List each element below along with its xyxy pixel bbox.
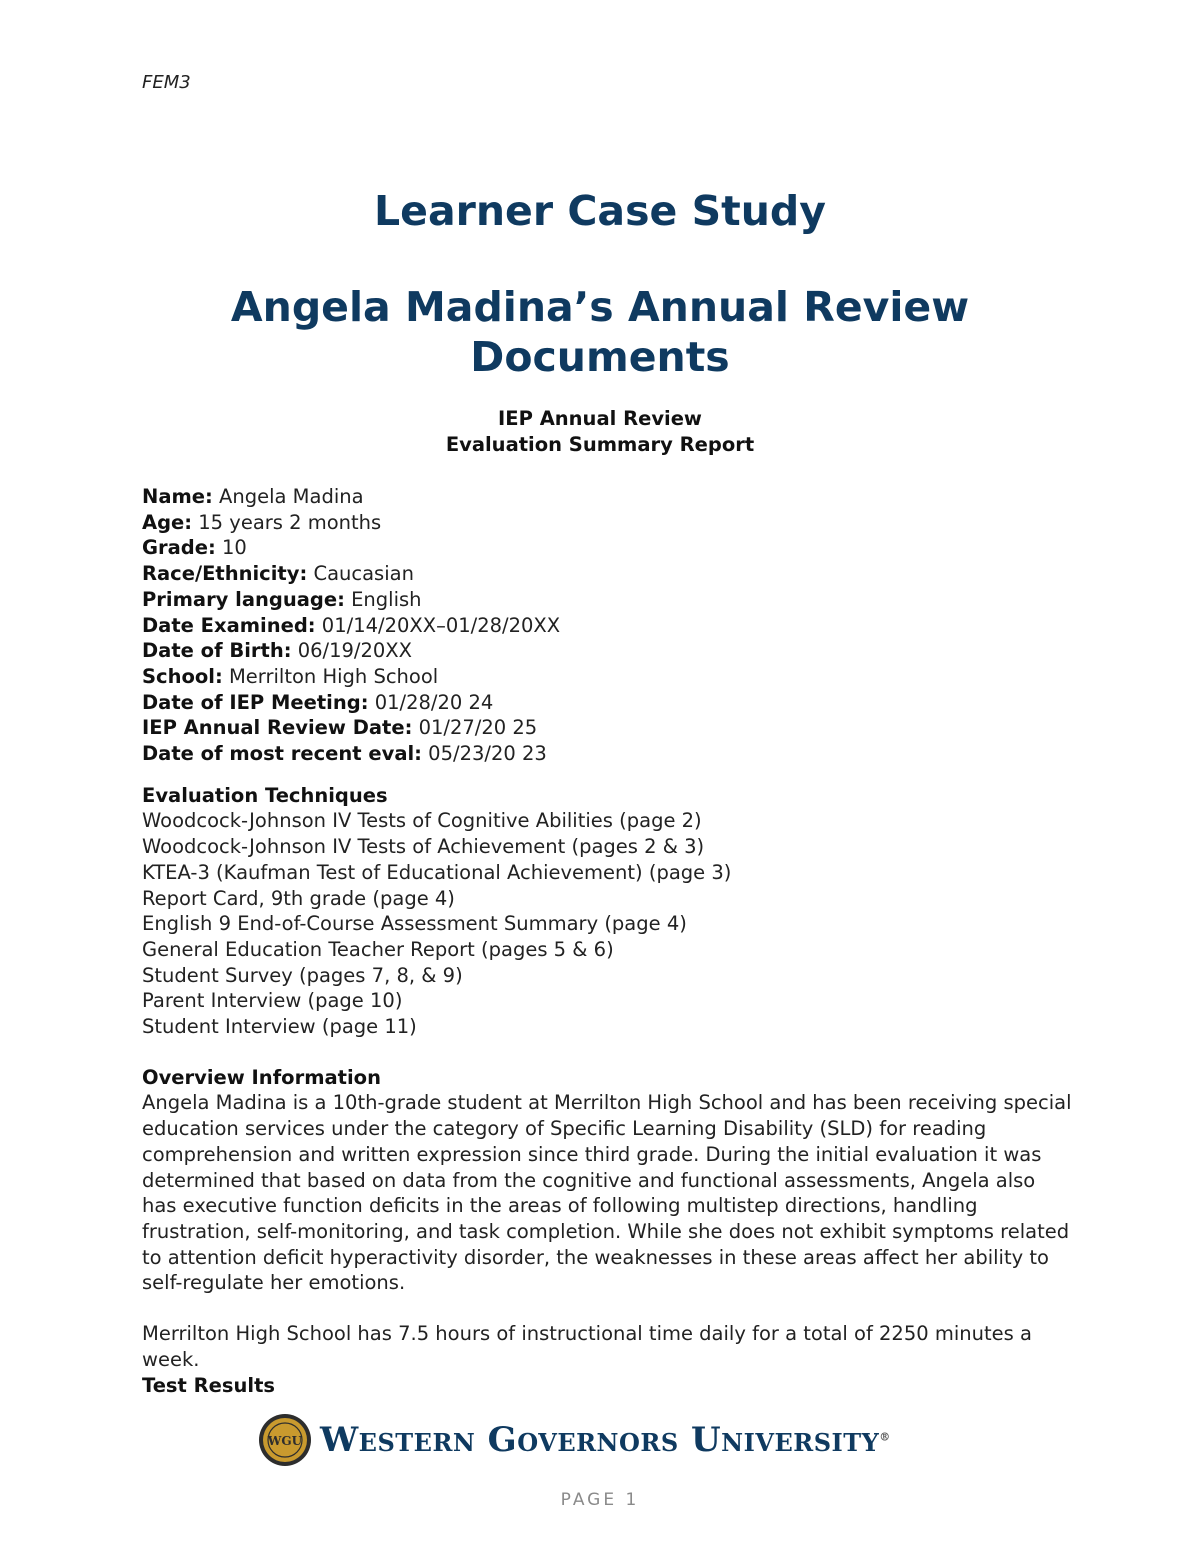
seal-letters: WGU bbox=[267, 1434, 303, 1448]
subtitle-line-2: Documents bbox=[470, 333, 730, 381]
evaluation-heading: Evaluation Techniques bbox=[142, 783, 388, 807]
university-seal-icon bbox=[258, 1413, 312, 1467]
overview-paragraph-1: Angela Madina is a 10th-grade student at Merrilton High School and has been receiving special education services under the category of Specific Learning Disability (SLD) for reading comprehension and written expression since third grade. During the initial evaluation it was determined that based on data from the cognitive and functional assessments, Angela also has executive function deficits in the areas of following multistep directions, handling frustration, self-monitoring, and task completion. While she does not exhibit symptoms related to attention deficit hyperactivity disorder, the weaknesses in these areas affect her ability to self-regulate her emotions. bbox=[142, 1091, 1072, 1295]
logo-wordmark bbox=[320, 1420, 891, 1460]
info-label: Name: bbox=[142, 485, 213, 508]
info-row-grade bbox=[142, 535, 1072, 561]
trademark-icon: ® bbox=[879, 1430, 891, 1444]
evaluation-item: Student Interview (page 11) bbox=[142, 1015, 417, 1039]
evaluation-item: KTEA-3 (Kaufman Test of Educational Achievement) (page 3) bbox=[142, 860, 732, 884]
document-body bbox=[142, 484, 1072, 1398]
test-results-heading: Test Results bbox=[142, 1373, 275, 1397]
overview-paragraph-2: Merrilton High School has 7.5 hours of instructional time daily for a total of 2250 minutes a week. bbox=[142, 1322, 1032, 1371]
wgu-logo bbox=[258, 1412, 891, 1468]
logo-wordmark-text: Western Governors University bbox=[320, 1420, 880, 1460]
info-label: Date of IEP Meeting: bbox=[142, 690, 369, 714]
info-label: Date Examined: bbox=[142, 613, 316, 637]
info-label: Date of most recent eval: bbox=[142, 742, 422, 766]
info-value: 15 years 2 months bbox=[192, 510, 382, 534]
evaluation-list bbox=[142, 808, 1072, 1039]
info-label: Primary language: bbox=[142, 587, 345, 611]
info-row-iep-review bbox=[142, 715, 1072, 741]
report-heading-line-2: Evaluation Summary Report bbox=[445, 433, 755, 456]
info-label: Date of Birth: bbox=[142, 639, 292, 663]
info-row-date-examined bbox=[142, 613, 1072, 639]
info-value: English bbox=[344, 587, 422, 611]
student-info-list bbox=[142, 484, 1072, 767]
info-label: Race/Ethnicity: bbox=[142, 562, 308, 586]
info-row-iep-meeting bbox=[142, 690, 1072, 716]
info-value: 01/27/20 25 bbox=[412, 716, 538, 740]
info-label: Age: bbox=[142, 510, 193, 534]
page-number: PAGE 1 bbox=[560, 1490, 640, 1510]
info-value: Merrilton High School bbox=[222, 664, 439, 688]
overview-heading: Overview Information bbox=[142, 1065, 381, 1089]
report-heading bbox=[0, 406, 1200, 458]
evaluation-item: English 9 End-of-Course Assessment Summary (page 4) bbox=[142, 912, 687, 936]
info-row-school bbox=[142, 664, 1072, 690]
info-value: 01/14/20XX–01/28/20XX bbox=[315, 613, 561, 637]
info-row-date-of-birth bbox=[142, 638, 1072, 664]
paragraph-gap bbox=[142, 1296, 1072, 1321]
info-value: Caucasian bbox=[307, 562, 414, 586]
report-heading-line-1: IEP Annual Review bbox=[498, 407, 702, 430]
evaluation-item: General Education Teacher Report (pages 5 & 6) bbox=[142, 937, 614, 961]
header-tag: FEM3 bbox=[142, 72, 191, 93]
evaluation-item: Woodcock-Johnson IV Tests of Achievement (pages 2 & 3) bbox=[142, 835, 705, 859]
evaluation-item: Student Survey (pages 7, 8, & 9) bbox=[142, 963, 463, 987]
info-value: 05/23/20 23 bbox=[421, 742, 547, 766]
evaluation-item: Report Card, 9th grade (page 4) bbox=[142, 886, 455, 910]
info-row-name bbox=[142, 484, 1072, 510]
info-row-recent-eval bbox=[142, 741, 1072, 767]
document-title: Learner Case Study bbox=[374, 187, 826, 235]
evaluation-item: Woodcock-Johnson IV Tests of Cognitive Abilities (page 2) bbox=[142, 809, 702, 833]
subtitle-line-1: Angela Madina’s Annual Review bbox=[230, 283, 970, 331]
info-value: 10 bbox=[215, 536, 247, 560]
info-label: School: bbox=[142, 664, 223, 688]
info-label: Grade: bbox=[142, 536, 216, 560]
info-value: Angela Madina bbox=[212, 485, 364, 508]
info-value: 01/28/20 24 bbox=[368, 690, 494, 714]
info-row-race bbox=[142, 561, 1072, 587]
info-row-age bbox=[142, 510, 1072, 536]
evaluation-item: Parent Interview (page 10) bbox=[142, 989, 403, 1013]
document-subtitle bbox=[0, 282, 1200, 382]
info-label: IEP Annual Review Date: bbox=[142, 716, 413, 740]
info-value: 06/19/20XX bbox=[291, 639, 413, 663]
info-row-language bbox=[142, 587, 1072, 613]
